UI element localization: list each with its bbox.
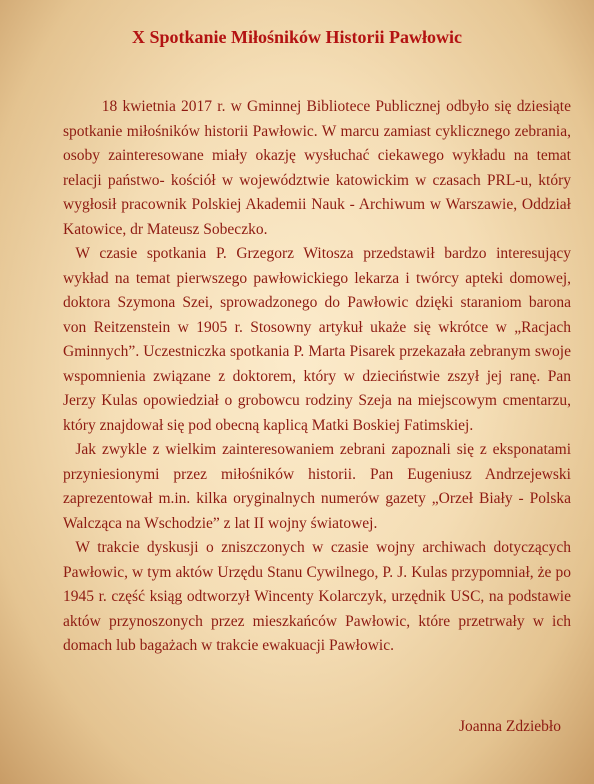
- paragraph-1: 18 kwietnia 2017 r. w Gminnej Bibliotece Publicznej odbyło się dziesiąte spotkanie miłośników historii Pawłowic. W marcu zamiast cyklicznego zebrania, osoby zainteresowane miały okazję wysłuchać ciekawego wykładu na temat relacji państwo- kościół w województwie katowickim w czasach PRL-u, który wygłosił pracownik Polskiej Akademii Nauk - Archiwum w Warszawie, Oddział Katowice, dr Mateusz Sobeczko.: [63, 98, 571, 238]
- paragraph-3: Jak zwykle z wielkim zainteresowaniem zebrani zapoznali się z eksponatami przyniesionymi przez miłośników historii. Pan Eugeniusz Andrzejewski zaprezentował m.in. kilka oryginalnych numerów gazety „Orzeł Biały - Polska Walcząca na Wschodzie” z lat II wojny światowej.: [63, 441, 571, 532]
- document-title: X Spotkanie Miłośników Historii Pawłowic: [131, 27, 463, 47]
- document-body: [63, 95, 571, 659]
- paragraph-2: W czasie spotkania P. Grzegorz Witosza przedstawił bardzo interesujący wykład na temat pierwszego pawłowickiego lekarza i twórcy apteki domowej, doktora Szymona Szei, sprowadzonego do Pawłowic dzięki staraniom barona von Reitzenstein w 1905 r. Stosowny artykuł ukaże się wkrótce w „Racjach Gminnych”. Uczestniczka spotkania P. Marta Pisarek przekazała zebranym swoje wspomnienia związane z doktorem, który w dzieciństwie zszył jej ranę. Pan Jerzy Kulas opowiedział o grobowcu rodziny Szeja na miejscowym cmentarzu, który znajdował się pod obecną kaplicą Matki Boskiej Fatimskiej.: [63, 245, 571, 434]
- paragraph-4: W trakcie dyskusji o zniszczonych w czasie wojny archiwach dotyczących Pawłowic, w tym aktów Urzędu Stanu Cywilnego, P. J. Kulas przypomniał, że po 1945 r. część ksiąg odtworzył Wincenty Kolarczyk, urzędnik USC, na podstawie aktów przynoszonych przez mieszkańców Pawłowic, które przetrwały w ich domach lub bagażach w trakcie ewakuacji Pawłowic.: [63, 539, 571, 654]
- author-signature: Joanna Zdziebło: [458, 718, 561, 735]
